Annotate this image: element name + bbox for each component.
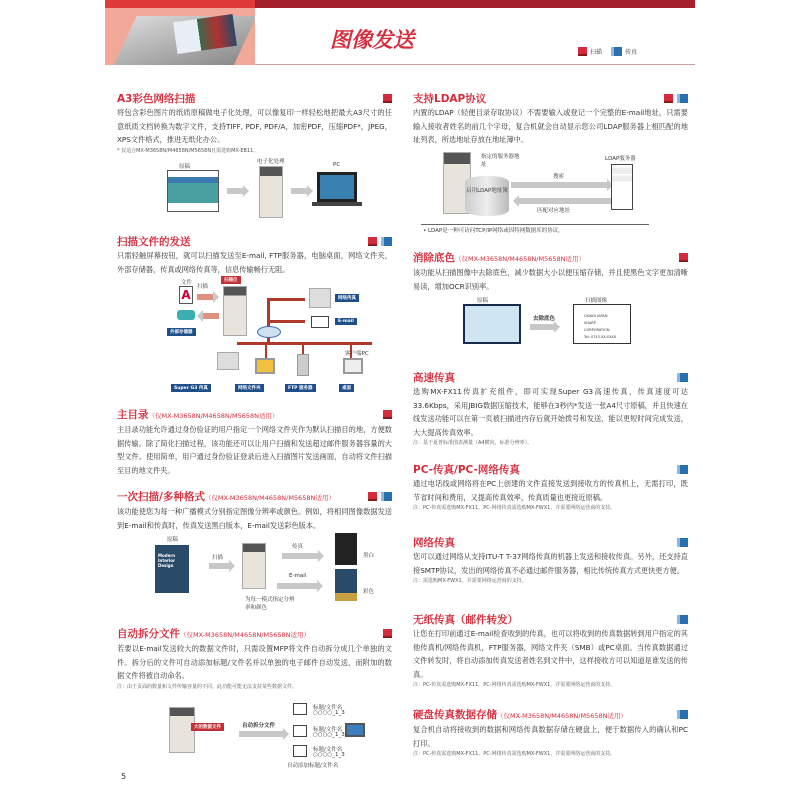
- diagram-scan-send: [117, 278, 392, 398]
- fax-icon: [611, 47, 622, 56]
- section-multi-format: [117, 490, 392, 532]
- label-client-pc: 客户端PC: [345, 351, 369, 357]
- section-note: 注：PC-传真需选购MX-FX11，PC-网络传真需选购MX-FWX1，并需要网络运营商的支持。: [413, 751, 616, 757]
- section-title: 支持LDAP协议: [413, 93, 487, 105]
- section-note: 注：由于页面的数量和文件传输容量的不同，此功能可能无法支持某些数据文件。: [117, 683, 298, 690]
- section-home-directory: [117, 408, 392, 477]
- section-title: 一次扫描/多种格式: [117, 491, 205, 503]
- diagram-background-removal: [413, 296, 688, 352]
- color-output: [335, 569, 357, 601]
- section-body: 复合机自动将接收到的数据和网络传真数据存储在硬盘上，便于数据传入的确认和PC打印。: [413, 725, 688, 748]
- label-file: 文件: [181, 280, 193, 286]
- label-caption: 为每一模式指定分辨率和颜色: [245, 597, 295, 611]
- legend-fax-label: 传真: [625, 49, 638, 56]
- tag-ftp: FTP 服务器: [285, 384, 316, 392]
- ldap-db: 启用LDAP地址簿: [465, 176, 509, 216]
- tag-desktop: 桌面: [339, 384, 354, 392]
- original-document: [167, 170, 219, 212]
- scan-icon: [383, 410, 392, 419]
- section-title: 无纸传真（邮件转发）: [413, 614, 518, 626]
- diagram-a3-scan: [117, 160, 392, 225]
- section-title: 自动拆分文件: [117, 628, 180, 640]
- label-caption: 自动添加标题/文件名: [287, 763, 339, 769]
- label-fax: 传真: [292, 544, 304, 550]
- section-subtitle: （仅MX-M3658N/M4658N/M5658N适用）: [204, 494, 335, 502]
- section-title: 扫描文件的发送: [117, 236, 191, 248]
- section-high-speed-fax: [413, 371, 688, 448]
- scan-icon: [664, 94, 673, 103]
- scan-icon: [578, 47, 587, 56]
- tag-big-file: 大的数据文件: [191, 723, 224, 731]
- fax-icon: [677, 538, 688, 547]
- section-body: 将包含彩色图片的纸质原稿做电子化处理，可以像复印一样轻松地把最大A3尺寸的任意纸质文档转换为数字文件，支持TIFF, PDF, PDF/A，加密PDF，压缩PDF*，JPEG，XPS文件格式，推进无纸化办公。: [117, 108, 392, 144]
- diagram-auto-split: 大的数据文件 自动拆分文件 标题/文件名 ○○○○_1_3 标题/文件名 ○○○○_1_3 标题/文件名 ○○○○_1_3 自动添加标题/文件名: [117, 695, 392, 765]
- section-body: 选购MX-FX11传真扩充组件，即可实现Super G3高速传真，传真速度可达33.6Kbps，采用JBIG数据压缩技术，能够在3秒内*发送一张A4尺寸原稿，并且快速在线发送功能可以在第一页被扫描进内存后就开始拨号和发送，能以更短时间完成发送，大大提高传真效率。: [413, 387, 688, 437]
- section-title: 消除底色: [413, 252, 455, 264]
- label-split: 自动拆分文件: [242, 723, 276, 729]
- section-note: * 仅适合MX-M3658N/M4658N/M5658N且需选购MX-EB11。: [117, 147, 259, 154]
- header-bar-accent: [105, 0, 255, 8]
- section-body: 内置的LDAP（轻便目录存取协议）不需要输入或登记一个完整的E-mail地址，只需要输入接收者姓名的前几个字母，复合机就会自动显示您公司LDAP服务器上相匹配的地址列表，所选地址存放在地址簿中。: [413, 108, 688, 144]
- bw-output: [335, 533, 357, 565]
- section-scan-send: [117, 235, 392, 276]
- section-note: 注：PC-传真需选购MX-FX11，PC-网络传真需选购MX-FWX1，并需要网络运营商的支持。: [413, 682, 616, 688]
- page-number: 5: [121, 772, 127, 781]
- tag-email: E-mail: [335, 318, 357, 325]
- section-body: 该功能使您为每一种广播模式分别指定图像分辨率或颜色。例如，将相同图像数据发送到E-mail和传真时，传真发送黑白版本，E-mail发送彩色版本。: [117, 507, 392, 530]
- section-note: • LDAP是一种可访问TCP/IP网络或因特网数据库的协议。: [423, 228, 564, 234]
- scan-icon: [368, 237, 377, 246]
- magazine-cover: Modern Interior Design: [155, 545, 189, 593]
- section-hdd-fax-storage: [413, 708, 688, 759]
- section-note: 注：需选购MX-FWX1，并需要网络运营商的支持。: [413, 578, 527, 584]
- section-title: 网络传真: [413, 537, 455, 549]
- scan-icon: [383, 629, 392, 638]
- email-envelope-icon: [311, 316, 329, 328]
- fax-icon: [381, 237, 392, 246]
- label-original: 原稿: [167, 537, 179, 543]
- tag-scanner: 扫描仪: [221, 276, 241, 284]
- label-original: 原稿: [179, 164, 191, 170]
- tag-netfax: 网络传真: [335, 294, 359, 302]
- section-a3-color-scan: [117, 92, 392, 156]
- mfp-image: [259, 166, 283, 218]
- tag-netfolder: 网络文件夹: [235, 384, 264, 392]
- fax-machine-image: [309, 288, 331, 308]
- document-a-icon: A: [179, 286, 193, 304]
- label-ldap-server: LDAP服务器: [605, 156, 636, 162]
- section-subtitle: （仅MX-M3658N/M4658N/M5658N适用）: [180, 631, 310, 639]
- tag-external: 外部存储器: [167, 328, 196, 336]
- section-ldap: [413, 92, 688, 147]
- section-note: 注：基于夏普标准图表测量（A4横向，标准分辨率）。: [413, 440, 533, 446]
- label-scan: 扫描: [212, 555, 224, 561]
- fax-icon: [677, 465, 688, 474]
- legend-scan-label: 扫描: [590, 49, 603, 56]
- label-bw: 黑白: [363, 553, 375, 559]
- label-scan: 扫描: [197, 284, 209, 290]
- laptop-image: [317, 172, 357, 202]
- scan-icon: [368, 492, 377, 501]
- section-title: A3彩色网络扫描: [117, 93, 196, 105]
- label-pc: PC: [333, 162, 341, 168]
- arrow: [291, 188, 307, 194]
- fax-icon: [677, 710, 688, 719]
- section-internet-fax: [413, 536, 688, 586]
- section-body: 您可以通过网络从支持ITU-T T-37网络传真的机器上发送和接收传真。另外，还支持直接SMTP协议，发出的网络传真不必通过邮件服务器，相比传统传真方式更快更方便。: [413, 552, 688, 575]
- fax-icon: [381, 492, 392, 501]
- section-pc-fax: [413, 463, 688, 513]
- section-body: 通过电话线或网络将在PC上创建的文件直接发送到接收方的传真机上，无需打印，既节省时间和费用，又提高传真效率，传真质量也更接近原稿。: [413, 479, 688, 502]
- section-title: PC-传真/PC-网络传真: [413, 464, 520, 476]
- section-auto-split: [117, 627, 392, 692]
- section-subtitle: （仅MX-M3658N/M4658N/M5658N适用）: [497, 712, 627, 720]
- laptop-image: [345, 723, 365, 737]
- scan-icon: [383, 94, 392, 103]
- label-remove: 去除底色: [533, 316, 556, 322]
- label-process: 电子化处理: [257, 159, 285, 165]
- label-email: E-mail: [289, 573, 307, 579]
- hero-image-mfp: [105, 8, 255, 65]
- section-note: 注：PC-传真需选购MX-FX11，PC-网络传真需选购MX-FWX1，并需要网络运营商的支持。: [413, 505, 616, 511]
- section-paperless-fax: [413, 613, 688, 690]
- label-match: 匹配对应地址: [537, 208, 571, 214]
- page-title: 图像发送: [330, 28, 414, 52]
- diagram-multi-format: [117, 535, 392, 615]
- icon-legend: [578, 47, 637, 56]
- mfp-image: [242, 543, 266, 589]
- section-subtitle: （仅MX-M3658N/M4658N/M5658N适用）: [455, 255, 585, 263]
- fax-icon: [677, 373, 688, 382]
- section-background-removal: [413, 251, 688, 293]
- tag-super-g3: Super G3 传真: [171, 384, 211, 392]
- section-subtitle: （仅MX-M3658N/M4658N/M5658N适用）: [148, 412, 279, 420]
- section-title: 主目录: [117, 409, 149, 421]
- label-result: 扫描图像: [585, 298, 608, 304]
- section-body: 只需轻触屏幕按钮，就可以扫描发送至E-mail, FTP服务器，电脑桌面，网络文件夹，外部存储器，传真或网络传真等，信息传输畅行无阻。: [117, 251, 392, 274]
- section-body: 主目录功能允许通过身份验证的用户指定一个网络文件夹作为默认扫描目的地，方便数据传输。除了简化扫描过程，该功能还可以让用户扫描和发送超过邮件服务器容量的大型文件。使用简单，用户通过身份验证登录后进入扫描图片发送画面，自动将文件扫描至目的地文件夹。: [117, 425, 392, 475]
- original-doc: [463, 304, 521, 344]
- ldap-server: [611, 164, 633, 210]
- arrow: [227, 188, 243, 194]
- label-search: 搜索: [553, 174, 565, 180]
- label-original: 原稿: [477, 298, 489, 304]
- header-divider: [255, 64, 695, 65]
- section-body: 该功能从扫描图像中去除底色，减少数据大小以便压缩存储，并且使黑色文字更加清晰易读，增加OCR识别率。: [413, 268, 688, 291]
- diagram-ldap: [413, 148, 688, 238]
- scan-icon: [679, 253, 688, 262]
- globe-network-icon: [257, 326, 281, 338]
- section-title: 高速传真: [413, 372, 455, 384]
- result-doc: OSAKA JAPAN SHARP CORPORATION Tel: 0743-XX-XXXX: [573, 304, 631, 344]
- section-title: 硬盘传真数据存储: [413, 709, 497, 721]
- label-color: 彩色: [363, 589, 375, 595]
- fax-icon: [677, 94, 688, 103]
- usb-drive-icon: [177, 310, 195, 320]
- fax-icon: [677, 615, 688, 624]
- mfp-image: [223, 286, 247, 336]
- section-body: 若要以E-mail发送较大的数据文件时，只需设置MFP将文件自动拆分成几个单独的文件。拆分后的文件可自动添加标题/文件名并以单独的电子邮件自动发送，而附加的数据文件将被自动命名。: [117, 644, 392, 680]
- section-body: 让您在打印前通过E-mail检查收到的传真，也可以将收到的传真数据转到用户指定的其他传真机/网络传真机，FTP服务器，网络文件夹（SMB）或PC桌面。当传真数据通过文件转发时，将自动添加传真发送者姓名到文件中，这样接收方可以知道是谁发送的传真。: [413, 629, 688, 679]
- label-server-addr: 指定的服务器地址: [481, 154, 520, 168]
